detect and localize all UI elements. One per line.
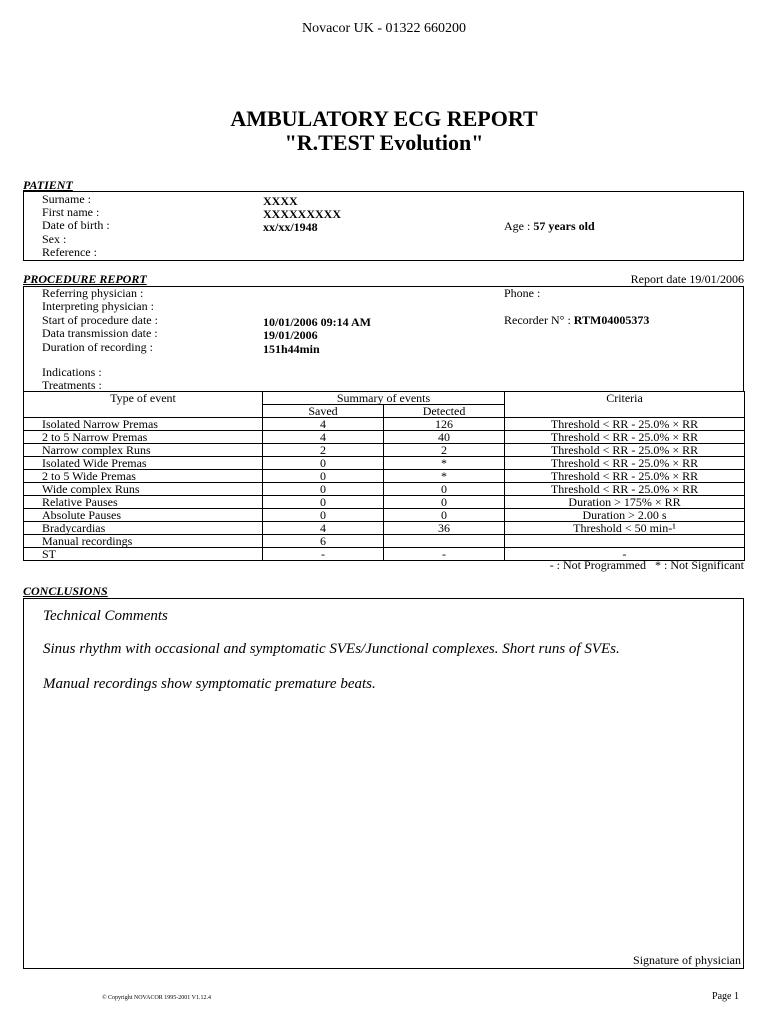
event-type-cell: ST (24, 548, 263, 561)
event-saved-cell: 0 (263, 470, 384, 483)
treatments-label: Treatments : (42, 378, 102, 392)
event-type-cell: Wide complex Runs (24, 483, 263, 496)
table-row (24, 418, 745, 431)
event-detected-cell: - (384, 548, 505, 561)
sex-label: Sex : (42, 232, 67, 246)
table-row (24, 431, 745, 444)
page-number: Page 1 (712, 991, 739, 1002)
event-saved-cell: 4 (263, 431, 384, 444)
event-type-cell: Relative Pauses (24, 496, 263, 509)
event-saved-cell: - (263, 548, 384, 561)
event-type-cell: Isolated Narrow Premas (24, 418, 263, 431)
event-detected-cell: 36 (384, 522, 505, 535)
technical-comments-heading: Technical Comments (43, 608, 168, 624)
dob-value: xx/xx/1948 (263, 220, 318, 234)
event-detected-cell: * (384, 470, 505, 483)
table-row (24, 509, 745, 522)
table-row (24, 483, 745, 496)
event-type-cell: Absolute Pauses (24, 509, 263, 522)
recorder-label: Recorder N° : (504, 313, 571, 327)
event-criteria-cell: Threshold < RR - 25.0% × RR (505, 457, 745, 470)
patient-box (23, 191, 744, 261)
table-row (24, 522, 745, 535)
transmission-value: 19/01/2006 (263, 328, 318, 342)
report-date: Report date 19/01/2006 (630, 272, 744, 286)
conclusion-paragraph-2: Manual recordings show symptomatic premature beats. (43, 676, 376, 692)
report-subtitle: "R.TEST Evolution" (284, 130, 484, 155)
event-detected-cell: * (384, 457, 505, 470)
event-detected-cell: 0 (384, 483, 505, 496)
event-criteria-cell: Duration > 2.00 s (505, 509, 745, 522)
table-row (24, 535, 745, 548)
recorder-value: RTM04005373 (573, 313, 650, 327)
procedure-section-label: PROCEDURE REPORT (23, 272, 147, 286)
conclusions-section-label: CONCLUSIONS (23, 584, 108, 598)
event-type-cell: 2 to 5 Wide Premas (24, 470, 263, 483)
age-value: 57 years old (533, 219, 595, 233)
event-saved-cell: 0 (263, 496, 384, 509)
col-saved-header: Saved (263, 405, 384, 418)
conclusions-box (23, 598, 744, 969)
event-detected-cell: 126 (384, 418, 505, 431)
duration-value: 151h44min (263, 342, 320, 356)
event-saved-cell: 0 (263, 483, 384, 496)
event-saved-cell: 2 (263, 444, 384, 457)
transmission-label: Data transmission date : (42, 326, 158, 340)
company-header: Novacor UK - 01322 660200 (301, 21, 467, 36)
start-label: Start of procedure date : (42, 313, 158, 327)
duration-label: Duration of recording : (42, 340, 153, 354)
recorder-field (504, 314, 649, 327)
event-detected-cell: 2 (384, 444, 505, 457)
event-criteria-cell: Duration > 175% × RR (505, 496, 745, 509)
table-row (24, 496, 745, 509)
procedure-box (23, 286, 744, 391)
dob-label: Date of birth : (42, 218, 110, 232)
event-saved-cell: 4 (263, 418, 384, 431)
surname-value: XXXX (263, 194, 298, 208)
event-saved-cell: 4 (263, 522, 384, 535)
firstname-value: XXXXXXXXX (263, 207, 341, 221)
events-table (23, 391, 745, 561)
event-criteria-cell (505, 535, 745, 548)
event-saved-cell: 0 (263, 457, 384, 470)
surname-label: Surname : (42, 192, 91, 206)
event-type-cell: Isolated Wide Premas (24, 457, 263, 470)
event-saved-cell: 6 (263, 535, 384, 548)
event-detected-cell: 0 (384, 509, 505, 522)
col-type-header: Type of event (24, 392, 263, 418)
event-type-cell: Bradycardias (24, 522, 263, 535)
age-label: Age : (504, 219, 531, 233)
event-criteria-cell: - (505, 548, 745, 561)
event-detected-cell (384, 535, 505, 548)
phone-label: Phone : (504, 286, 541, 300)
event-saved-cell: 0 (263, 509, 384, 522)
event-criteria-cell: Threshold < 50 min-¹ (505, 522, 745, 535)
events-legend: - : Not Programmed * : Not Significant (549, 558, 744, 572)
event-detected-cell: 40 (384, 431, 505, 444)
table-row (24, 444, 745, 457)
start-value: 10/01/2006 09:14 AM (263, 315, 371, 329)
table-row (24, 470, 745, 483)
col-summary-header: Summary of events (263, 392, 505, 405)
col-detected-header: Detected (384, 405, 505, 418)
age-field (504, 220, 595, 233)
report-title: AMBULATORY ECG REPORT (230, 106, 538, 131)
table-row (24, 457, 745, 470)
event-criteria-cell: Threshold < RR - 25.0% × RR (505, 431, 745, 444)
event-detected-cell: 0 (384, 496, 505, 509)
event-criteria-cell: Threshold < RR - 25.0% × RR (505, 483, 745, 496)
event-type-cell: Narrow complex Runs (24, 444, 263, 457)
events-header-row (24, 392, 745, 405)
interpreting-label: Interpreting physician : (42, 299, 154, 313)
reference-label: Reference : (42, 245, 97, 259)
copyright-notice: © Copyright NOVACOR 1995-2001 V1.12.4 (102, 995, 212, 1001)
physician-signature-label: Signature of physician (633, 953, 741, 967)
referring-label: Referring physician : (42, 286, 144, 300)
patient-section-label: PATIENT (23, 178, 73, 192)
event-type-cell: 2 to 5 Narrow Premas (24, 431, 263, 444)
conclusion-paragraph-1: Sinus rhythm with occasional and symptomatic SVEs/Junctional complexes. Short runs of SVEs. (43, 641, 620, 657)
indications-label: Indications : (42, 365, 102, 379)
event-criteria-cell: Threshold < RR - 25.0% × RR (505, 444, 745, 457)
col-criteria-header: Criteria (505, 392, 745, 418)
firstname-label: First name : (42, 205, 100, 219)
event-type-cell: Manual recordings (24, 535, 263, 548)
event-criteria-cell: Threshold < RR - 25.0% × RR (505, 470, 745, 483)
event-criteria-cell: Threshold < RR - 25.0% × RR (505, 418, 745, 431)
